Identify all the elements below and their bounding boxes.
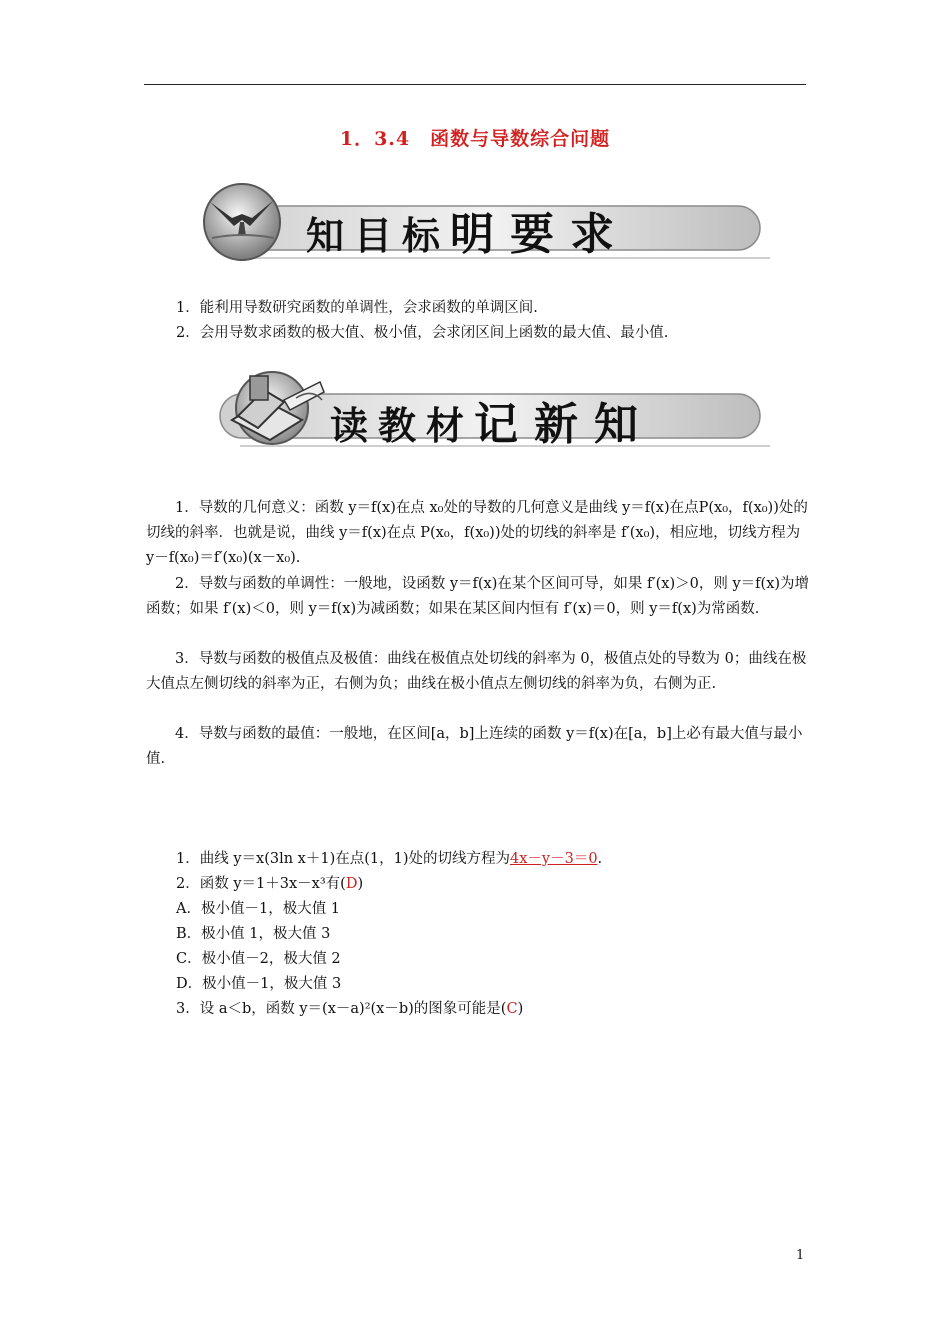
note-paragraph-1: 1．导数的几何意义：函数 y＝f(x)在点 x₀处的导数的几何意义是曲线 y＝f(x)在点P(x₀，f(x₀))处的切线的斜率．也就是说，曲线 y＝f(x)在点 P(x₀，f(x₀))处的切线的斜率是 f′(x₀)，相应地，切线方程为 y－f(x₀)＝f′(x₀)(x－x₀). (146, 500, 808, 566)
option-a: A．极小值－1，极大值 1 (176, 901, 341, 917)
note-paragraph-2: 2．导数与函数的单调性：一般地，设函数 y＝f(x)在某个区间可导，如果 f′(x)＞0，则 y＝f(x)为增函数；如果 f′(x)＜0，则 y＝f(x)为减函数；如果在某区间内恒有 f′(x)＝0，则 y＝f(x)为常函数. (146, 576, 810, 617)
exercise-3: 3．设 a＜b，函数 y＝(x－a)²(x－b)的图象可能是(C) (176, 1001, 524, 1017)
banner-notes-label: 读教材记新知 (330, 399, 655, 450)
banner-goals (180, 180, 780, 264)
exercise-2: 2．函数 y＝1＋3x－x³有(D) (176, 876, 364, 892)
page-number: 1 (796, 1248, 805, 1263)
eagle-icon (204, 192, 280, 252)
banner-notes (180, 368, 780, 452)
goal-item-2: 2．会用导数求函数的极大值、极小值，会求闭区间上函数的最大值、最小值. (176, 325, 669, 341)
exercise-1-answer: 4x－y－3＝0 (510, 851, 598, 867)
exercise-1: 1．曲线 y＝x(3ln x＋1)在点(1，1)处的切线方程为4x－y－3＝0. (176, 851, 603, 867)
option-c: C．极小值－2，极大值 2 (176, 951, 341, 967)
option-d: D．极小值－1，极大值 3 (176, 976, 342, 992)
books-icon (224, 370, 334, 442)
banner-goals-label: 知目标明要求 (306, 209, 631, 260)
page-title: 1．3.4 函数与导数综合问题 (339, 128, 611, 150)
exercise-3-answer: C (506, 1001, 518, 1017)
header-rule (144, 84, 806, 85)
exercise-2-answer: D (345, 876, 358, 892)
option-b: B．极小值 1，极大值 3 (176, 926, 331, 942)
note-paragraph-3: 3．导数与函数的极值点及极值：曲线在极值点处切线的斜率为 0，极值点处的导数为 0；曲线在极大值点左侧切线的斜率为正，右侧为负；曲线在极小值点左侧切线的斜率为负，右侧为正. (146, 651, 807, 692)
note-paragraph-4: 4．导数与函数的最值：一般地，在区间[a，b]上连续的函数 y＝f(x)在[a，b]上必有最大值与最小值. (146, 726, 803, 767)
goal-item-1: 1．能利用导数研究函数的单调性，会求函数的单调区间. (176, 300, 538, 316)
